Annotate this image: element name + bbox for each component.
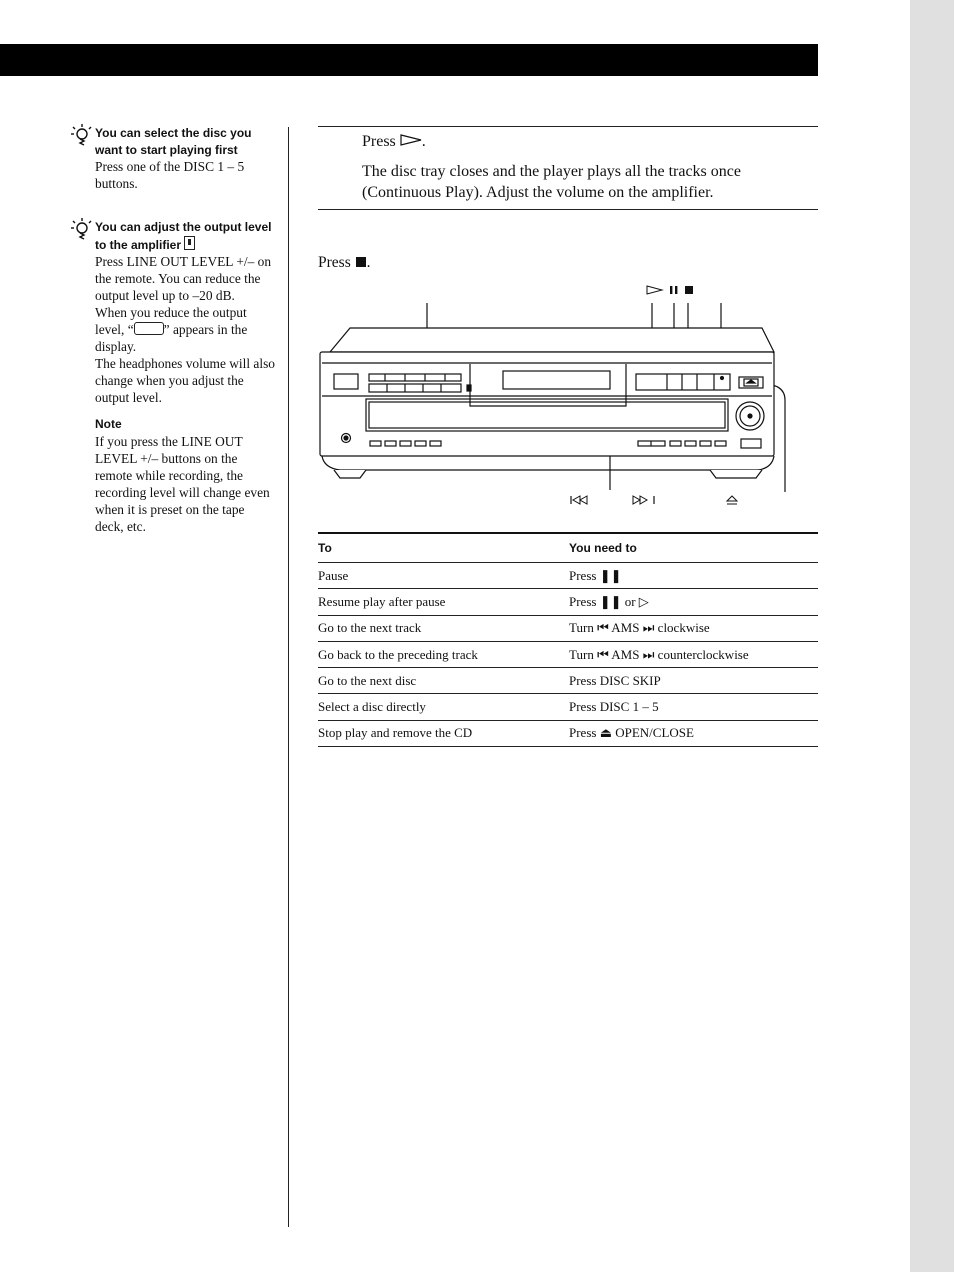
table-cell-action: Turn ⏮ AMS ⏭ counterclockwise — [569, 641, 818, 667]
tip-body: Press one of the DISC 1 – 5 buttons. — [95, 159, 245, 191]
table-cell-to: Resume play after pause — [318, 589, 569, 615]
stop-period: . — [366, 254, 371, 271]
stop-press-label: Press — [318, 254, 351, 271]
table-cell-action: Press ⏏ OPEN/CLOSE — [569, 720, 818, 746]
table-cell-to: Go back to the preceding track — [318, 641, 569, 667]
cd-player-illustration — [0, 0, 954, 520]
table-cell-to: Go to the next disc — [318, 668, 569, 694]
table-cell-to: Stop play and remove the CD — [318, 720, 569, 746]
table-row — [318, 720, 818, 746]
operations-table — [318, 532, 818, 747]
step-press-label: Press — [362, 133, 396, 150]
tip-body-1: Press LINE OUT LEVEL +/– on the remote. You can reduce the output level up to –20 dB. — [95, 254, 272, 303]
table-cell-action: Turn ⏮ AMS ⏭ clockwise — [569, 615, 818, 641]
tip-heading: You can select the disc you want to start playing first — [95, 126, 252, 157]
table-header-row — [318, 533, 818, 563]
step-period: . — [421, 133, 426, 150]
tip-body-2b: ” appears in the display. — [95, 322, 248, 354]
tip-body-3: The headphones volume will also change when you adjust the output level. — [95, 356, 275, 405]
table-cell-to: Select a disc directly — [318, 694, 569, 720]
table-row — [318, 668, 818, 694]
table-row — [318, 641, 818, 667]
step-description: The disc tray closes and the player plays all the tracks once (Continuous Play). Adjust the volume on the amplifier. — [362, 163, 741, 201]
table-cell-to: Pause — [318, 563, 569, 589]
table-cell-action: Press ❚❚ or ▷ — [569, 589, 818, 615]
tip-heading-text: You can adjust the output level to the amplifier — [95, 220, 272, 252]
tip-body-2a: When you reduce the output level, “ — [95, 305, 247, 337]
table-header-action: You need to — [569, 533, 818, 563]
note-body: If you press the LINE OUT LEVEL +/– buttons on the remote while recording, the recording level will change even when it is preset on the tape deck, etc. — [95, 434, 270, 534]
table-cell-action: Press DISC 1 – 5 — [569, 694, 818, 720]
table-row — [318, 694, 818, 720]
table-row — [318, 615, 818, 641]
table-cell-action: Press ❚❚ — [569, 563, 818, 589]
table-header-to: To — [318, 533, 569, 563]
table-row — [318, 589, 818, 615]
table-row — [318, 563, 818, 589]
table-cell-action: Press DISC SKIP — [569, 668, 818, 694]
table-cell-to: Go to the next track — [318, 615, 569, 641]
note-heading: Note — [95, 417, 122, 431]
